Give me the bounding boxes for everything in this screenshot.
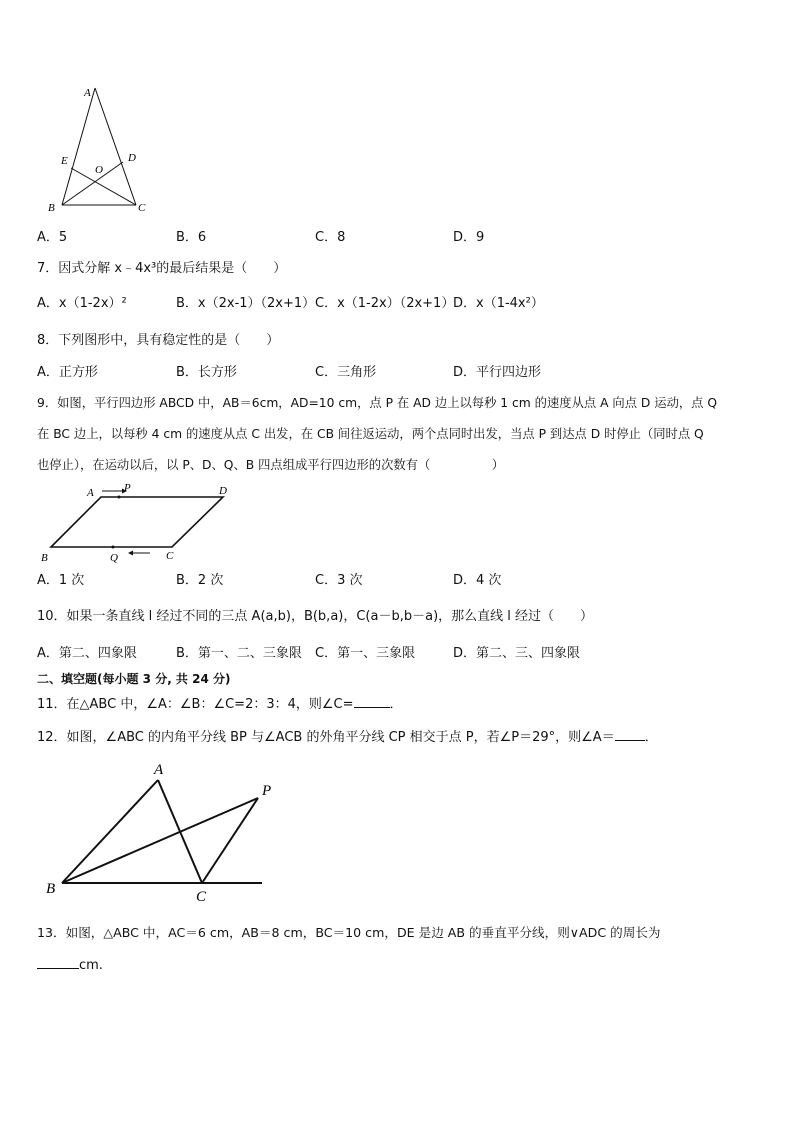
- q6-side-ac: [95, 88, 136, 205]
- q10-option-c: C．第一、三象限: [315, 646, 416, 661]
- q12-row: [37, 731, 658, 744]
- q12-label-a: A: [154, 762, 164, 778]
- q10-option-b: B．第一、二、三象限: [176, 646, 302, 661]
- q9-option-c: C．3 次: [315, 573, 363, 588]
- q9-arrow-q-head: [128, 551, 133, 556]
- q13-tail: cm.: [79, 958, 103, 973]
- q7-option-a: A．x（1-2x）²: [37, 296, 127, 311]
- q10-stem: 10．如果一条直线 l 经过不同的三点 A(a,b)，B(b,a)，C(a－b,b－a)，那么直线 l 经过（ ）: [37, 609, 594, 624]
- q12-triangle-figure: [40, 758, 280, 906]
- q9-point-p: [118, 496, 121, 499]
- q9-label-q: Q: [110, 552, 118, 564]
- q8-option-d: D．平行四边形: [453, 365, 542, 380]
- q9-label-p: P: [124, 482, 131, 494]
- q9-parallelogram-figure: [36, 480, 246, 566]
- q9-point-q: [112, 546, 115, 549]
- q11-answer-blank: [354, 707, 390, 708]
- q7-option-b: B．x（2x-1）（2x+1）: [176, 296, 316, 311]
- q6-label-o: O: [95, 164, 103, 176]
- q9-label-d: D: [219, 485, 227, 497]
- q7-option-c: C．x（1-2x）（2x+1）: [315, 296, 455, 311]
- q6-option-d: D．9: [453, 230, 485, 245]
- q12-label-p: P: [262, 783, 272, 799]
- q6-label-c: C: [138, 202, 146, 214]
- q9-option-a: A．1 次: [37, 573, 85, 588]
- q11-stem: 11．在△ABC 中，∠A：∠B：∠C=2：3：4，则∠C=: [37, 697, 354, 712]
- q8-stem: 8．下列图形中，具有稳定性的是（ ）: [37, 333, 280, 348]
- q9-label-a: A: [87, 487, 94, 499]
- q10-option-a: A．第二、四象限: [37, 646, 137, 661]
- q12-label-b: B: [46, 881, 56, 897]
- q6-label-d: D: [128, 152, 136, 164]
- q10-option-d: D．第二、三、四象限: [453, 646, 581, 661]
- q7-option-d: D．x（1-4x²）: [453, 296, 544, 311]
- q7-stem: 7．因式分解 x﹣4x³的最后结果是（ ）: [37, 261, 287, 276]
- q9-label-c: C: [166, 550, 174, 562]
- q13-stem: 13．如图，△ABC 中，AC＝6 cm，AB＝8 cm，BC＝10 cm，DE 是边 AB 的垂直平分线，则∨ADC 的周长为: [37, 925, 661, 940]
- section-2-title: 二、填空题(每小题 3 分, 共 24 分): [37, 672, 231, 686]
- q9-option-b: B．2 次: [176, 573, 224, 588]
- q12-stem: 12．如图，∠ABC 的内角平分线 BP 与∠ACB 的外角平分线 CP 相交于点 P，若∠P＝29°，则∠A＝: [37, 730, 615, 745]
- q6-option-b: B．6: [176, 230, 207, 245]
- q12-label-c: C: [196, 889, 207, 905]
- q6-triangle-figure: [40, 82, 170, 217]
- q8-option-b: B．长方形: [176, 365, 237, 380]
- q6-option-a: A．5: [37, 230, 68, 245]
- q9-stem-line-2: 在 BC 边上，以每秒 4 cm 的速度从点 C 出发，在 CB 间往返运动，两个点同时出发，当点 P 到达点 D 时停止（同时点 Q: [37, 427, 704, 441]
- q11-row: [37, 698, 403, 711]
- q6-segment-ce: [71, 168, 136, 205]
- q12-tail: ．: [644, 730, 658, 745]
- q9-stem-line-1: 9．如图，平行四边形 ABCD 中，AB＝6cm，AD=10 cm，点 P 在 AD 边上以每秒 1 cm 的速度从点 A 向点 D 运动，点 Q: [37, 396, 718, 410]
- q9-label-b: B: [41, 552, 48, 564]
- q11-tail: ．: [389, 697, 403, 712]
- q9-parallelogram: [51, 497, 223, 547]
- q6-label-e: E: [61, 155, 68, 167]
- q6-side-ab: [62, 88, 95, 205]
- q13-answer-blank: [37, 968, 79, 969]
- q13-answer-row: [37, 959, 103, 972]
- q6-option-c: C．8: [315, 230, 346, 245]
- q12-segment-bp: [62, 798, 258, 883]
- q8-option-c: C．三角形: [315, 365, 377, 380]
- q8-option-a: A．正方形: [37, 365, 98, 380]
- q9-stem-line-3: 也停止），在运动以后，以 P、D、Q、B 四点组成平行四边形的次数有（ ）: [37, 458, 505, 472]
- q12-segment-ba: [62, 780, 158, 883]
- q12-answer-blank: [615, 740, 645, 741]
- q6-label-b: B: [48, 202, 55, 214]
- q6-label-a: A: [84, 87, 91, 99]
- q9-option-d: D．4 次: [453, 573, 502, 588]
